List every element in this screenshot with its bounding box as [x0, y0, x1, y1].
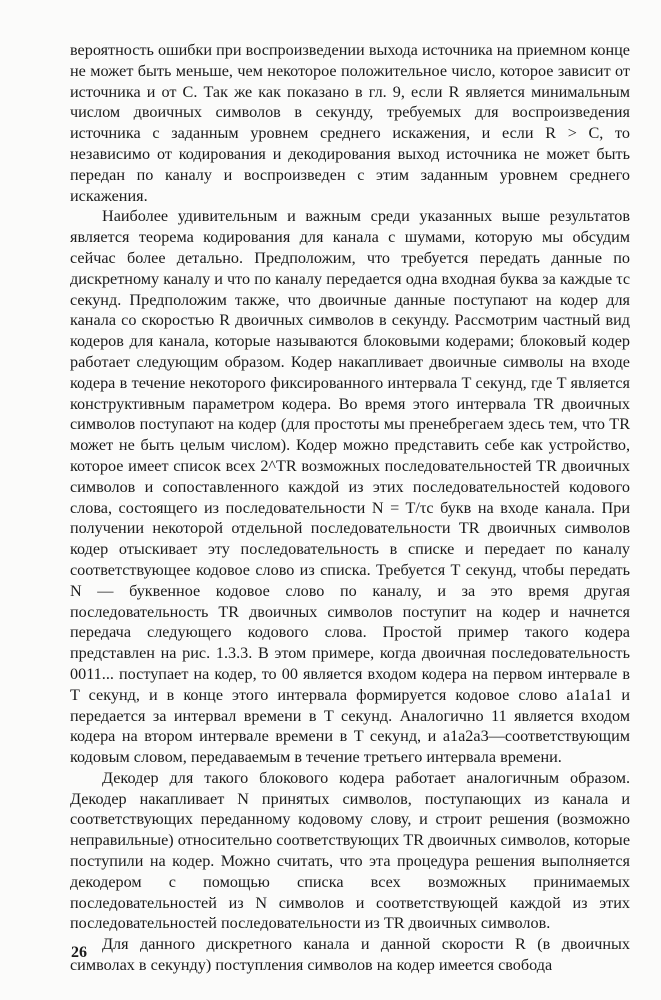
- paragraph-4: Для данного дискретного канала и данной скорости R (в двоичных символах в секунду) поступления символов на кодер имеется свобода: [70, 935, 630, 975]
- body-text: [70, 40, 630, 976]
- page-number: 26: [71, 944, 87, 961]
- paragraph-2: Наиболее удивительным и важным среди указанных выше результатов является теорема кодирования для канала с шумами, которую мы обсудим сейчас более детально. Предположим, что требуется передать данные по дискретному каналу и что по каналу передается одна входная буква за каждые τc секунд. Предположим также, что двоичные данные поступают на кодер для канала со скоростью R двоичных символов в секунду. Рассмотрим частный вид кодеров для канала, которые называются блоковыми кодерами; блоковый кодер работает следующим образом. Кодер накапливает двоичные символы на входе кодера в течение некоторого фиксированного интервала T секунд, где T является конструктивным параметром кодера. Во время этого интервала TR двоичных символов поступают на кодер (для простоты мы пренебрегаем здесь тем, что TR может не быть целым числом). Кодер можно представить себе как устройство, которое имеет список всех 2^TR возможных последовательностей TR двоичных символов и сопоставленного каждой из этих последовательностей кодового слова, состоящего из последовательности N = T/τc букв на входе канала. При получении некоторой отдельной последовательности TR двоичных символов кодер отыскивает эту последовательность в списке и передает по каналу соответствующее кодовое слово из списка. Требуется T секунд, чтобы передать N — буквенное кодовое слово по каналу, и за это время другая последовательность TR двоичных символов поступит на кодер и начнется передача следующего кодового слова. Простой пример такого кодера представлен на рис. 1.3.3. В этом примере, когда двоичная последовательность 0011... поступает на кодер, то 00 является входом кодера на первом интервале в T секунд, и в конце этого интервала формируется кодовое слово a1a1a1 и передается за интервал времени в T секунд. Аналогично 11 является входом кодера на втором интервале времени в T секунд, и a1a2a3—соответствующим кодовым словом, передаваемым в течение третьего интервала времени.: [70, 207, 630, 767]
- paragraph-1: вероятность ошибки при воспроизведении выхода источника на приемном конце не может быть меньше, чем некоторое положительное число, которое зависит от источника и от C. Так же как показано в гл. 9, если R является минимальным числом двоичных символов в секунду, требуемых для воспроизведения источника с заданным уровнем среднего искажения, и если R > C, то независимо от кодирования и декодирования выход источника не может быть передан по каналу и воспроизведен с этим заданным уровнем среднего искажения.: [70, 41, 630, 205]
- paragraph-3: Декодер для такого блокового кодера работает аналогичным образом. Декодер накапливает N принятых символов, поступающих из канала и соответствующих переданному кодовому слову, и строит решения (возможно неправильные) относительно соответствующих TR двоичных символов, которые поступили на кодер. Можно считать, что эта процедура решения выполняется декодером с помощью списка всех возможных принимаемых последовательностей из N символов и соответствующей каждой из этих последовательностей последовательности из TR двоичных символов.: [70, 768, 630, 933]
